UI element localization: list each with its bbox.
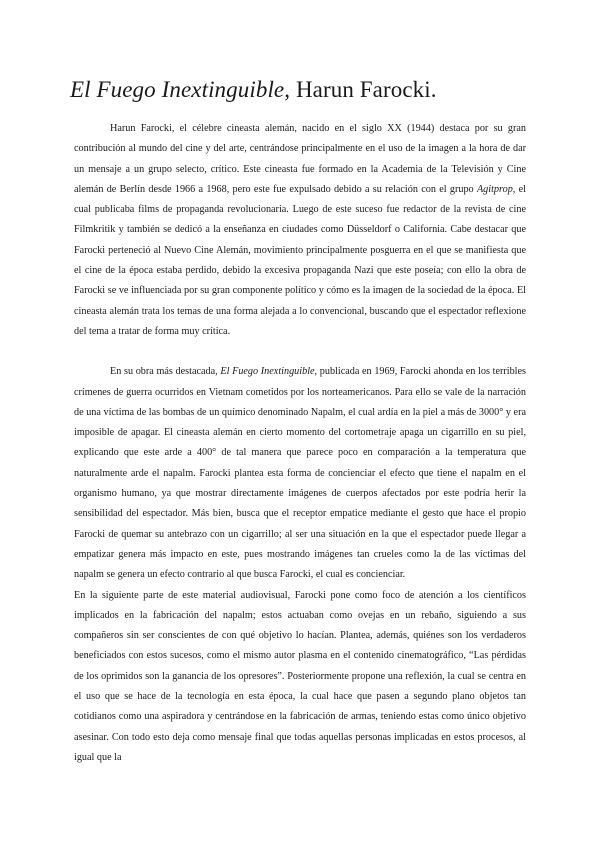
- paragraph-scientists: En la siguiente parte de este material audiovisual, Farocki pone como foco de atención a los científicos implicados en la fabricación del napalm; estos actuaban como ovejas en un rebaño, siguiendo a sus compañeros sin ser conscientes de con qué objetivo lo hacían. Plantea, además, quiénes son los verdaderos beneficiados con estos sucesos, como el mismo autor plasma en el contenido cinematográfico, “Las pérdidas de los oprimidos son la ganancia de los opresores”. Posteriormente propone una reflexión, la cual se centra en el uso que se hace de la tecnología en esta época, la cual hace que pasen a segundo plano objetos tan cotidianos como una aspiradora y centrándose en la fabricación de armas, teniendo estas como único objetivo asesinar. Con todo esto deja como mensaje final que todas aquellas personas implicadas en estos procesos, al igual que la: [74, 589, 526, 763]
- title-film-name: El Fuego Inextinguible: [70, 77, 285, 102]
- paragraph-biography-part-a: Harun Farocki, el célebre cineasta alemán, nacido en el siglo XX (1944) destaca por su gran contribución al mundo del cine y del arte, centrándose principalmente en el uso de la imagen a la hora de dar un mensaje a un grupo selecto, crítico. Este cineasta fue formado en la Academia de la Televisión y Cine alemán de Berlín desde 1966 a 1968, pero este fue expulsado debido a su relación con el grupo: [74, 123, 526, 195]
- paragraph-biography: [74, 119, 526, 342]
- paragraph-film-analysis-part-b: , publicada en 1969, Farocki ahonda en los terribles crímenes de guerra ocurridos en Vietnam cometidos por los norteamericanos. Para ello se vale de la narración de una víctima de las bombas de un químico denominado Napalm, el cual ardía en la piel a más de 3000° y era imposible de apagar. El cineasta alemán en cierto momento del cortometraje apaga un cigarrillo en su piel, explicando que este arde a 400° de tal manera que parece poco en comparación a la temperatura que naturalmente arde el napalm. Farocki plantea esta forma de concienciar el efecto que tiene el napalm en el organismo humano, ya que mostrar directamente imágenes de cuerpos afectados por este podría herir la sensibilidad del espectador. Más bien, busca que el receptor empatice mediante el gesto que hace el propio Farocki de quemar su antebrazo con un cigarrillo; al ser una situación en la que el espectador puede llegar a empatizar genera más impacto en este, pues mostrando imágenes tan crueles como la de las víctimas del napalm se genera un efecto contrario al que busca Farocki, el cual es concienciar.: [74, 366, 527, 581]
- paragraph-biography-emphasis: Agitprop: [476, 183, 513, 195]
- title-author: , Harun Farocki.: [284, 77, 437, 102]
- paragraph-film-analysis: [74, 362, 526, 585]
- paragraph-film-analysis-emphasis: El Fuego Inextinguible: [220, 366, 315, 378]
- paragraph-biography-part-b: , el cual publicaba films de propaganda revolucionaria. Luego de este suceso fue redactor de la revista de cine Filmkritik y también se dedicó a la enseñanza en ciudades como Düsseldorf o California. Cabe destacar que Farocki perteneció al Nuevo Cine Alemán, movimiento principalmente posguerra en el que se manifiesta que el cine de la época estaba perdido, debido la excesiva propaganda Nazi que este poseía; con ello la obra de Farocki se ve influenciada por su gran componente político y cómo es la imagen de la sociedad de la época. El cineasta alemán trata los temas de una forma alejada a lo convencional, buscando que el espectador reflexione del tema a tratar de forma muy crítica.: [74, 183, 526, 337]
- paragraph-film-analysis-part-a: En su obra más destacada,: [110, 366, 221, 378]
- document-title: [70, 76, 526, 104]
